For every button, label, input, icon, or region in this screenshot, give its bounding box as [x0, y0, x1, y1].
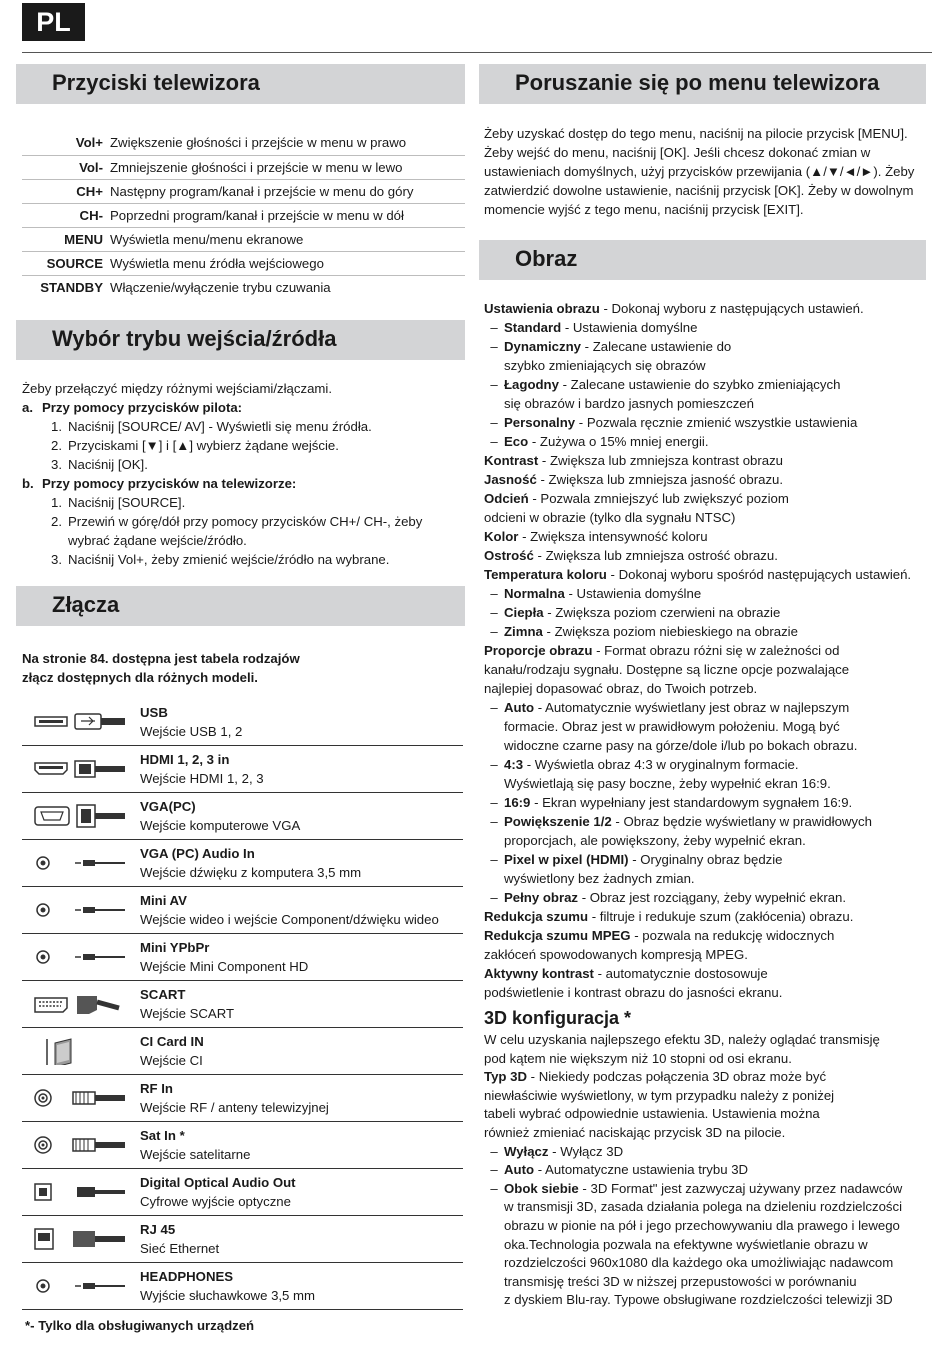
connector-text [140, 1079, 329, 1117]
connector-desc: Wejście Mini Component HD [140, 959, 309, 974]
dash-bullet: – [490, 1143, 498, 1159]
connector-text [140, 938, 308, 976]
ypbpr-jack-icon [22, 943, 140, 971]
connector-row [22, 1028, 463, 1075]
text-line [484, 660, 926, 679]
line-text: W celu uzyskania najlepszego efektu 3D, należy oglądać transmisję [484, 1032, 880, 1047]
term: Wyłącz [504, 1143, 549, 1159]
line-text: - 3D Format" jest zazwyczaj używany przez nadawców [578, 1180, 903, 1196]
line-text: tabeli wybrać odpowiednie ustawienia. Ustawienia można [484, 1106, 820, 1122]
text-line [484, 755, 926, 774]
button-row [22, 155, 465, 179]
connector-desc: Wejście komputerowe VGA [140, 818, 301, 833]
button-desc: Wyświetla menu/menu ekranowe [110, 231, 304, 247]
dash-bullet: – [490, 339, 498, 354]
line-text: - Zalecane ustawienie do szybko zmieniających [558, 377, 841, 392]
connector-text [140, 844, 361, 882]
connector-row [22, 887, 463, 934]
language-badge: PL [22, 3, 85, 41]
section-title-picture: Obraz [515, 246, 578, 271]
connector-text [140, 703, 242, 741]
text-line [484, 1180, 926, 1199]
section-title-source: Wybór trybu wejścia/źródła [52, 326, 337, 351]
menu-description: Żeby uzyskać dostęp do tego menu, naciśnij na pilocie przycisk [MENU]. Żeby wejść do menu, naciśnij [OK]. Jeśli chcesz dokonać zmian w ustawieniach domyślnych, użyj przycisków przewijania (▲/▼/◄/►). Żeby zatwierdzić dowolne ustawienie, naciśnij przycisk [OK]. Żeby w dowolnym momencie wyjść z tego menu, naciśnij przycisk [EXIT]. [484, 126, 915, 217]
dash-bullet: – [490, 890, 498, 905]
optical-connector-icon [22, 1178, 140, 1206]
step-number: 1. [51, 495, 62, 510]
source-b-step: 1. Naciśnij [SOURCE]. [22, 493, 465, 512]
text-line [484, 717, 926, 736]
button-row [22, 227, 465, 251]
vga-connector-icon [22, 802, 140, 830]
text-line [484, 1217, 926, 1236]
line-text: oka.Technologia pozwala na efektywne wyświetlanie obrazu w [504, 1236, 868, 1252]
dash-bullet: – [490, 586, 498, 601]
line-text: widoczne czarne pasy na górze/dole i/lub po bokach obrazu. [504, 738, 858, 753]
button-row [22, 251, 465, 275]
connector-row [22, 793, 463, 840]
step-number: 2. [51, 438, 62, 453]
line-text: rozdzielczości 960x1080 dla każdego oka umożliwiając nadawcom [504, 1255, 894, 1271]
connector-desc: Wejście HDMI 1, 2, 3 [140, 771, 264, 786]
dash-bullet: – [490, 757, 498, 772]
section-title-connectors: Złącza [52, 592, 120, 617]
connector-desc: Cyfrowe wyjście optyczne [140, 1194, 291, 1209]
term: Aktywny kontrast [484, 966, 594, 981]
connector-name: Mini YPbPr [140, 940, 210, 955]
dash-bullet: – [490, 605, 498, 620]
line-text: odcieni w obrazie (tylko dla sygnału NTSC) [484, 510, 736, 525]
connector-desc: Sieć Ethernet [140, 1241, 220, 1256]
source-b-step: 2. Przewiń w górę/dół przy pomocy przycisków CH+/ CH-, żeby [22, 512, 465, 531]
text-line [484, 508, 926, 527]
button-row [22, 131, 465, 155]
line-text: - Dokonaj wyboru z następujących ustawień. [599, 301, 864, 316]
connectors-list [22, 699, 463, 1310]
line-text: - Zwiększa lub zmniejsza kontrast obrazu [538, 453, 784, 468]
button-key: MENU [64, 231, 103, 247]
term: Temperatura koloru [484, 567, 607, 582]
dash-bullet: – [490, 415, 498, 430]
source-a-step: 3. Naciśnij [OK]. [22, 455, 465, 474]
line-text: - Automatycznie wyświetlany jest obraz w najlepszym [534, 700, 850, 715]
line-text: - filtruje i redukuje szum (zakłócenia) obrazu. [588, 909, 854, 924]
step-number: 2. [51, 514, 62, 529]
section-header-connectors [16, 586, 465, 626]
connector-text [140, 985, 234, 1023]
dash-bullet: – [490, 434, 498, 449]
text-line [484, 774, 926, 793]
connector-name: VGA(PC) [140, 799, 196, 814]
line-text: - Ustawienia domyślne [564, 586, 702, 601]
line-text: podświetlenie i kontrast obrazu do jasności ekranu. [484, 985, 783, 1000]
button-desc: Poprzedni program/kanał i przejście w menu w dół [110, 207, 404, 223]
button-row [22, 275, 465, 299]
button-row [22, 203, 465, 227]
text-line [484, 1105, 926, 1124]
connector-desc: Wejście wideo i wejście Component/dźwięku wideo [140, 912, 439, 927]
line-text: zakłóceń spowodowanych kompresją MPEG. [484, 947, 748, 962]
section-header-picture [479, 240, 926, 280]
line-text: - Zwiększa intensywność koloru [518, 529, 708, 544]
text-line [484, 1031, 926, 1050]
text-line [484, 736, 926, 755]
text-line [484, 432, 926, 451]
connector-desc: Wejście satelitarne [140, 1147, 251, 1162]
term: Redukcja szumu [484, 909, 589, 924]
step-number: 1. [51, 419, 62, 434]
line-text: najlepiej dopasować obraz, do Twoich potrzeb. [484, 681, 758, 696]
term: Typ 3D [484, 1069, 527, 1085]
line-text: formacie. Obraz jest w prawidłowym położeniu. Mogą być [504, 719, 840, 734]
term: Auto [504, 1162, 535, 1178]
connector-name: USB [140, 705, 168, 720]
connector-text [140, 1173, 296, 1211]
step-number: 3. [51, 457, 62, 472]
line-text: - Automatyczne ustawienia trybu 3D [534, 1162, 749, 1178]
ci-card-icon [22, 1037, 140, 1065]
line-text: również zmieniać naciskając przycisk 3D na pilocie. [484, 1124, 786, 1140]
term: Personalny [504, 415, 576, 430]
source-b-step-cont: wybrać żądane wejście/źródło. [68, 533, 247, 548]
term: Redukcja szumu MPEG [484, 928, 631, 943]
line-text: - Obraz jest rozciągany, żeby wypełnić ekran. [578, 890, 847, 905]
line-text: transmisję treści 3D w niższej przepustowości w porównaniu [504, 1273, 857, 1289]
button-desc: Zwiększenie głośności i przejście w menu w prawo [110, 135, 407, 151]
line-text: pod kątem nie większym niż 10 stopni od osi ekranu. [484, 1050, 792, 1066]
line-text: - Pozwala zmniejszyć lub zwiększyć poziom [528, 491, 789, 506]
line-text: - automatycznie dostosowuje [593, 966, 768, 981]
footnote: *- Tylko dla obsługiwanych urządzeń [25, 1318, 255, 1333]
connector-row [22, 699, 463, 746]
source-b-step: 3. Naciśnij Vol+, żeby zmienić wejście/źródło na wybrane. [22, 550, 465, 569]
term: Pixel w pixel (HDMI) [504, 852, 629, 867]
dash-bullet: – [490, 377, 498, 392]
text-line [484, 793, 926, 812]
three-d-settings [479, 1031, 926, 1310]
text-line [484, 1254, 926, 1273]
text-line [484, 907, 926, 926]
source-a-heading: a. Przy pomocy przycisków pilota: [22, 400, 243, 415]
line-text: się obrazów i bardzo jasnych pomieszczeń [504, 396, 754, 411]
button-key: CH- [79, 207, 103, 223]
term: Proporcje obrazu [484, 643, 593, 658]
button-desc: Włączenie/wyłączenie trybu czuwania [110, 279, 331, 295]
rj45-connector-icon [22, 1225, 140, 1253]
mini-av-jack-icon [22, 896, 140, 924]
line-text: - Obraz będzie wyświetlany w prawidłowych [611, 814, 872, 829]
scart-connector-icon [22, 990, 140, 1018]
connector-text [140, 750, 264, 788]
connector-name: Mini AV [140, 893, 187, 908]
term: Eco [504, 434, 529, 449]
text-line [484, 1124, 926, 1143]
connector-text [140, 1220, 219, 1258]
term: Auto [504, 700, 535, 715]
line-text: w transmisji 3D, zasada działania polega na dzieleniu rozdzielczości [504, 1199, 903, 1215]
connector-text [140, 1126, 250, 1164]
term: Kontrast [484, 453, 539, 468]
line-text: - Zwiększa lub zmniejsza jasność obrazu. [536, 472, 784, 487]
connector-name: HDMI 1, 2, 3 in [140, 752, 230, 767]
line-text: kanału/rodzaju sygnału. Dostępne są liczne opcje pozwalające [484, 662, 850, 677]
three-d-title: 3D konfiguracja * [484, 1008, 632, 1028]
line-text: z dyskiem Blu-ray. Typowe obsługiwane rozdzielczości telewizji 3D [504, 1292, 893, 1308]
connector-name: RF In [140, 1081, 173, 1096]
dash-bullet: – [490, 795, 498, 810]
line-text: - Zwiększa lub zmniejsza ostrość obrazu. [533, 548, 778, 563]
line-text: - Zwiększa poziom niebieskiego na obrazie [542, 624, 798, 639]
dash-bullet: – [490, 852, 498, 867]
source-intro: Żeby przełączyć między różnymi wejściami/złączami. [22, 381, 332, 396]
term: 4:3 [504, 757, 524, 772]
line-text: - Wyłącz 3D [548, 1143, 624, 1159]
text-line [484, 1068, 926, 1087]
term: Kolor [484, 529, 519, 544]
text-line [484, 964, 926, 983]
dash-bullet: – [490, 320, 498, 335]
source-b-heading: b. Przy pomocy przycisków na telewizorze: [22, 476, 297, 491]
line-text: - Format obrazu różni się w zależności od [592, 643, 840, 658]
picture-settings [479, 299, 926, 1002]
hdmi-connector-icon [22, 755, 140, 783]
right-column [479, 64, 926, 1310]
section-header-source [16, 320, 465, 360]
connector-row [22, 1263, 463, 1310]
line-text: - Wyświetla obraz 4:3 w oryginalnym formacie. [523, 757, 799, 772]
section-header-menu [479, 64, 926, 104]
connector-desc: Wyjście słuchawkowe 3,5 mm [140, 1288, 316, 1303]
line-text: - Ekran wypełniany jest standardowym sygnałem 16:9. [530, 795, 853, 810]
term: Ciepła [504, 605, 544, 620]
line-text: Wyświetlają się pasy boczne, żeby wypełnić ekran 16:9. [504, 776, 831, 791]
text-line [484, 413, 926, 432]
dash-bullet: – [490, 700, 498, 715]
rf-connector-icon [22, 1084, 140, 1112]
connector-name: SCART [140, 987, 186, 1002]
connector-desc: Wejście CI [140, 1053, 203, 1068]
term: Obok siebie [504, 1180, 579, 1196]
text-line [484, 888, 926, 907]
text-line [484, 812, 926, 831]
buttons-table [22, 131, 465, 299]
text-line [484, 869, 926, 888]
connector-text [140, 891, 439, 929]
connector-name: CI Card IN [140, 1034, 204, 1049]
connector-desc: Wejście SCART [140, 1006, 235, 1021]
text-line [484, 679, 926, 698]
source-instructions [16, 379, 465, 569]
text-line [484, 983, 926, 1002]
term: Jasność [484, 472, 537, 487]
button-row [22, 179, 465, 203]
term: Dynamiczny [504, 339, 581, 354]
connector-name: Sat In * [140, 1128, 185, 1143]
dash-bullet: – [490, 624, 498, 639]
text-line [484, 1087, 926, 1106]
connector-row [22, 746, 463, 793]
text-line [484, 698, 926, 717]
text-line [484, 299, 926, 318]
term: Pełny obraz [504, 890, 579, 905]
line-text: - Dokonaj wyboru spośród następujących ustawień. [606, 567, 912, 582]
connector-name: HEADPHONES [140, 1269, 234, 1284]
dash-bullet: – [490, 1162, 498, 1178]
section-title-buttons: Przyciski telewizora [52, 70, 260, 95]
line-text: - Zwiększa poziom czerwieni na obrazie [543, 605, 781, 620]
line-text: - Zużywa o 15% mniej energii. [528, 434, 709, 449]
term: Odcień [484, 491, 529, 506]
source-a-step: 2. Przyciskami [▼] i [▲] wybierz żądane wejście. [22, 436, 465, 455]
connector-text [140, 797, 300, 835]
text-line [484, 622, 926, 641]
button-key: STANDBY [40, 279, 103, 295]
connector-name: Digital Optical Audio Out [140, 1175, 296, 1190]
connector-name: RJ 45 [140, 1222, 176, 1237]
connector-row [22, 1169, 463, 1216]
button-key: Vol+ [75, 135, 103, 151]
line-text: szybko zmieniających się obrazów [504, 358, 706, 373]
headphone-jack-icon [22, 1272, 140, 1300]
text-line [484, 546, 926, 565]
section-header-buttons [16, 64, 465, 104]
text-line [484, 470, 926, 489]
connector-text [140, 1267, 315, 1305]
connector-row [22, 840, 463, 887]
term: Ustawienia obrazu [484, 301, 600, 316]
connectors-note: Na stronie 84. dostępna jest tabela rodzajów złącz dostępnych dla różnych modeli. [22, 651, 300, 685]
text-line [484, 356, 926, 375]
text-line [484, 603, 926, 622]
connector-row [22, 1216, 463, 1263]
top-divider [22, 52, 932, 53]
text-line [484, 850, 926, 869]
source-a-step: 1. Naciśnij [SOURCE/ AV] - Wyświetli się menu źródła. [22, 417, 465, 436]
button-key: CH+ [76, 183, 103, 199]
connector-desc: Wejście USB 1, 2 [140, 724, 243, 739]
connector-row [22, 1122, 463, 1169]
term: Zimna [504, 624, 543, 639]
line-text: - Niekiedy podczas połączenia 3D obraz może być [527, 1069, 827, 1085]
text-line [484, 489, 926, 508]
term: Łagodny [504, 377, 559, 392]
line-text: - Oryginalny obraz będzie [628, 852, 783, 867]
line-text: - Zalecane ustawienie do [580, 339, 732, 354]
text-line [484, 375, 926, 394]
text-line [484, 584, 926, 603]
text-line [484, 1291, 926, 1310]
text-line [484, 451, 926, 470]
connector-text [140, 1032, 204, 1070]
left-column [16, 64, 465, 1335]
text-line [484, 831, 926, 850]
text-line [484, 926, 926, 945]
line-text: proporcjach, ale powiększony, żeby wypełnić ekran. [504, 833, 806, 848]
text-line [484, 337, 926, 356]
term: 16:9 [504, 795, 531, 810]
step-number: 3. [51, 552, 62, 567]
text-line [484, 1161, 926, 1180]
connector-desc: Wejście dźwięku z komputera 3,5 mm [140, 865, 362, 880]
line-text: wyświetlony bez żadnych zmian. [504, 871, 695, 886]
term: Powiększenie 1/2 [504, 814, 612, 829]
sat-connector-icon [22, 1131, 140, 1159]
button-key: SOURCE [46, 255, 103, 271]
line-text: obrazu w pionie na pół i jego przechowywaniu dla prawego i lewego [504, 1217, 900, 1233]
audio-jack-icon [22, 849, 140, 877]
text-line [484, 565, 926, 584]
line-text: - pozwala na redukcję widocznych [630, 928, 835, 943]
text-line [484, 1143, 926, 1162]
button-key: Vol- [79, 159, 103, 175]
text-line [484, 394, 926, 413]
connector-row [22, 981, 463, 1028]
connector-row [22, 934, 463, 981]
connector-name: VGA (PC) Audio In [140, 846, 255, 861]
text-line [484, 641, 926, 660]
text-line [484, 945, 926, 964]
button-desc: Wyświetla menu źródła wejściowego [110, 255, 324, 271]
text-line [484, 527, 926, 546]
button-desc: Następny program/kanał i przejście w menu do góry [110, 183, 414, 199]
connector-row [22, 1075, 463, 1122]
connector-desc: Wejście RF / anteny telewizyjnej [140, 1100, 329, 1115]
text-line [484, 1050, 926, 1069]
text-line [484, 318, 926, 337]
text-line [484, 1236, 926, 1255]
line-text: - Ustawienia domyślne [561, 320, 698, 335]
text-line [484, 1273, 926, 1292]
button-desc: Zmniejszenie głośności i przejście w menu w lewo [110, 159, 403, 175]
term: Standard [504, 320, 562, 335]
section-title-menu: Poruszanie się po menu telewizora [515, 70, 880, 95]
text-line [484, 1198, 926, 1217]
term: Normalna [504, 586, 565, 601]
dash-bullet: – [490, 814, 498, 829]
dash-bullet: – [490, 1180, 498, 1196]
term: Ostrość [484, 548, 534, 563]
usb-connector-icon [22, 708, 140, 736]
line-text: niewłaściwie wyświetlony, w tym przypadku należy z poniżej [484, 1087, 835, 1103]
line-text: - Pozwala ręcznie zmienić wszystkie ustawienia [575, 415, 858, 430]
